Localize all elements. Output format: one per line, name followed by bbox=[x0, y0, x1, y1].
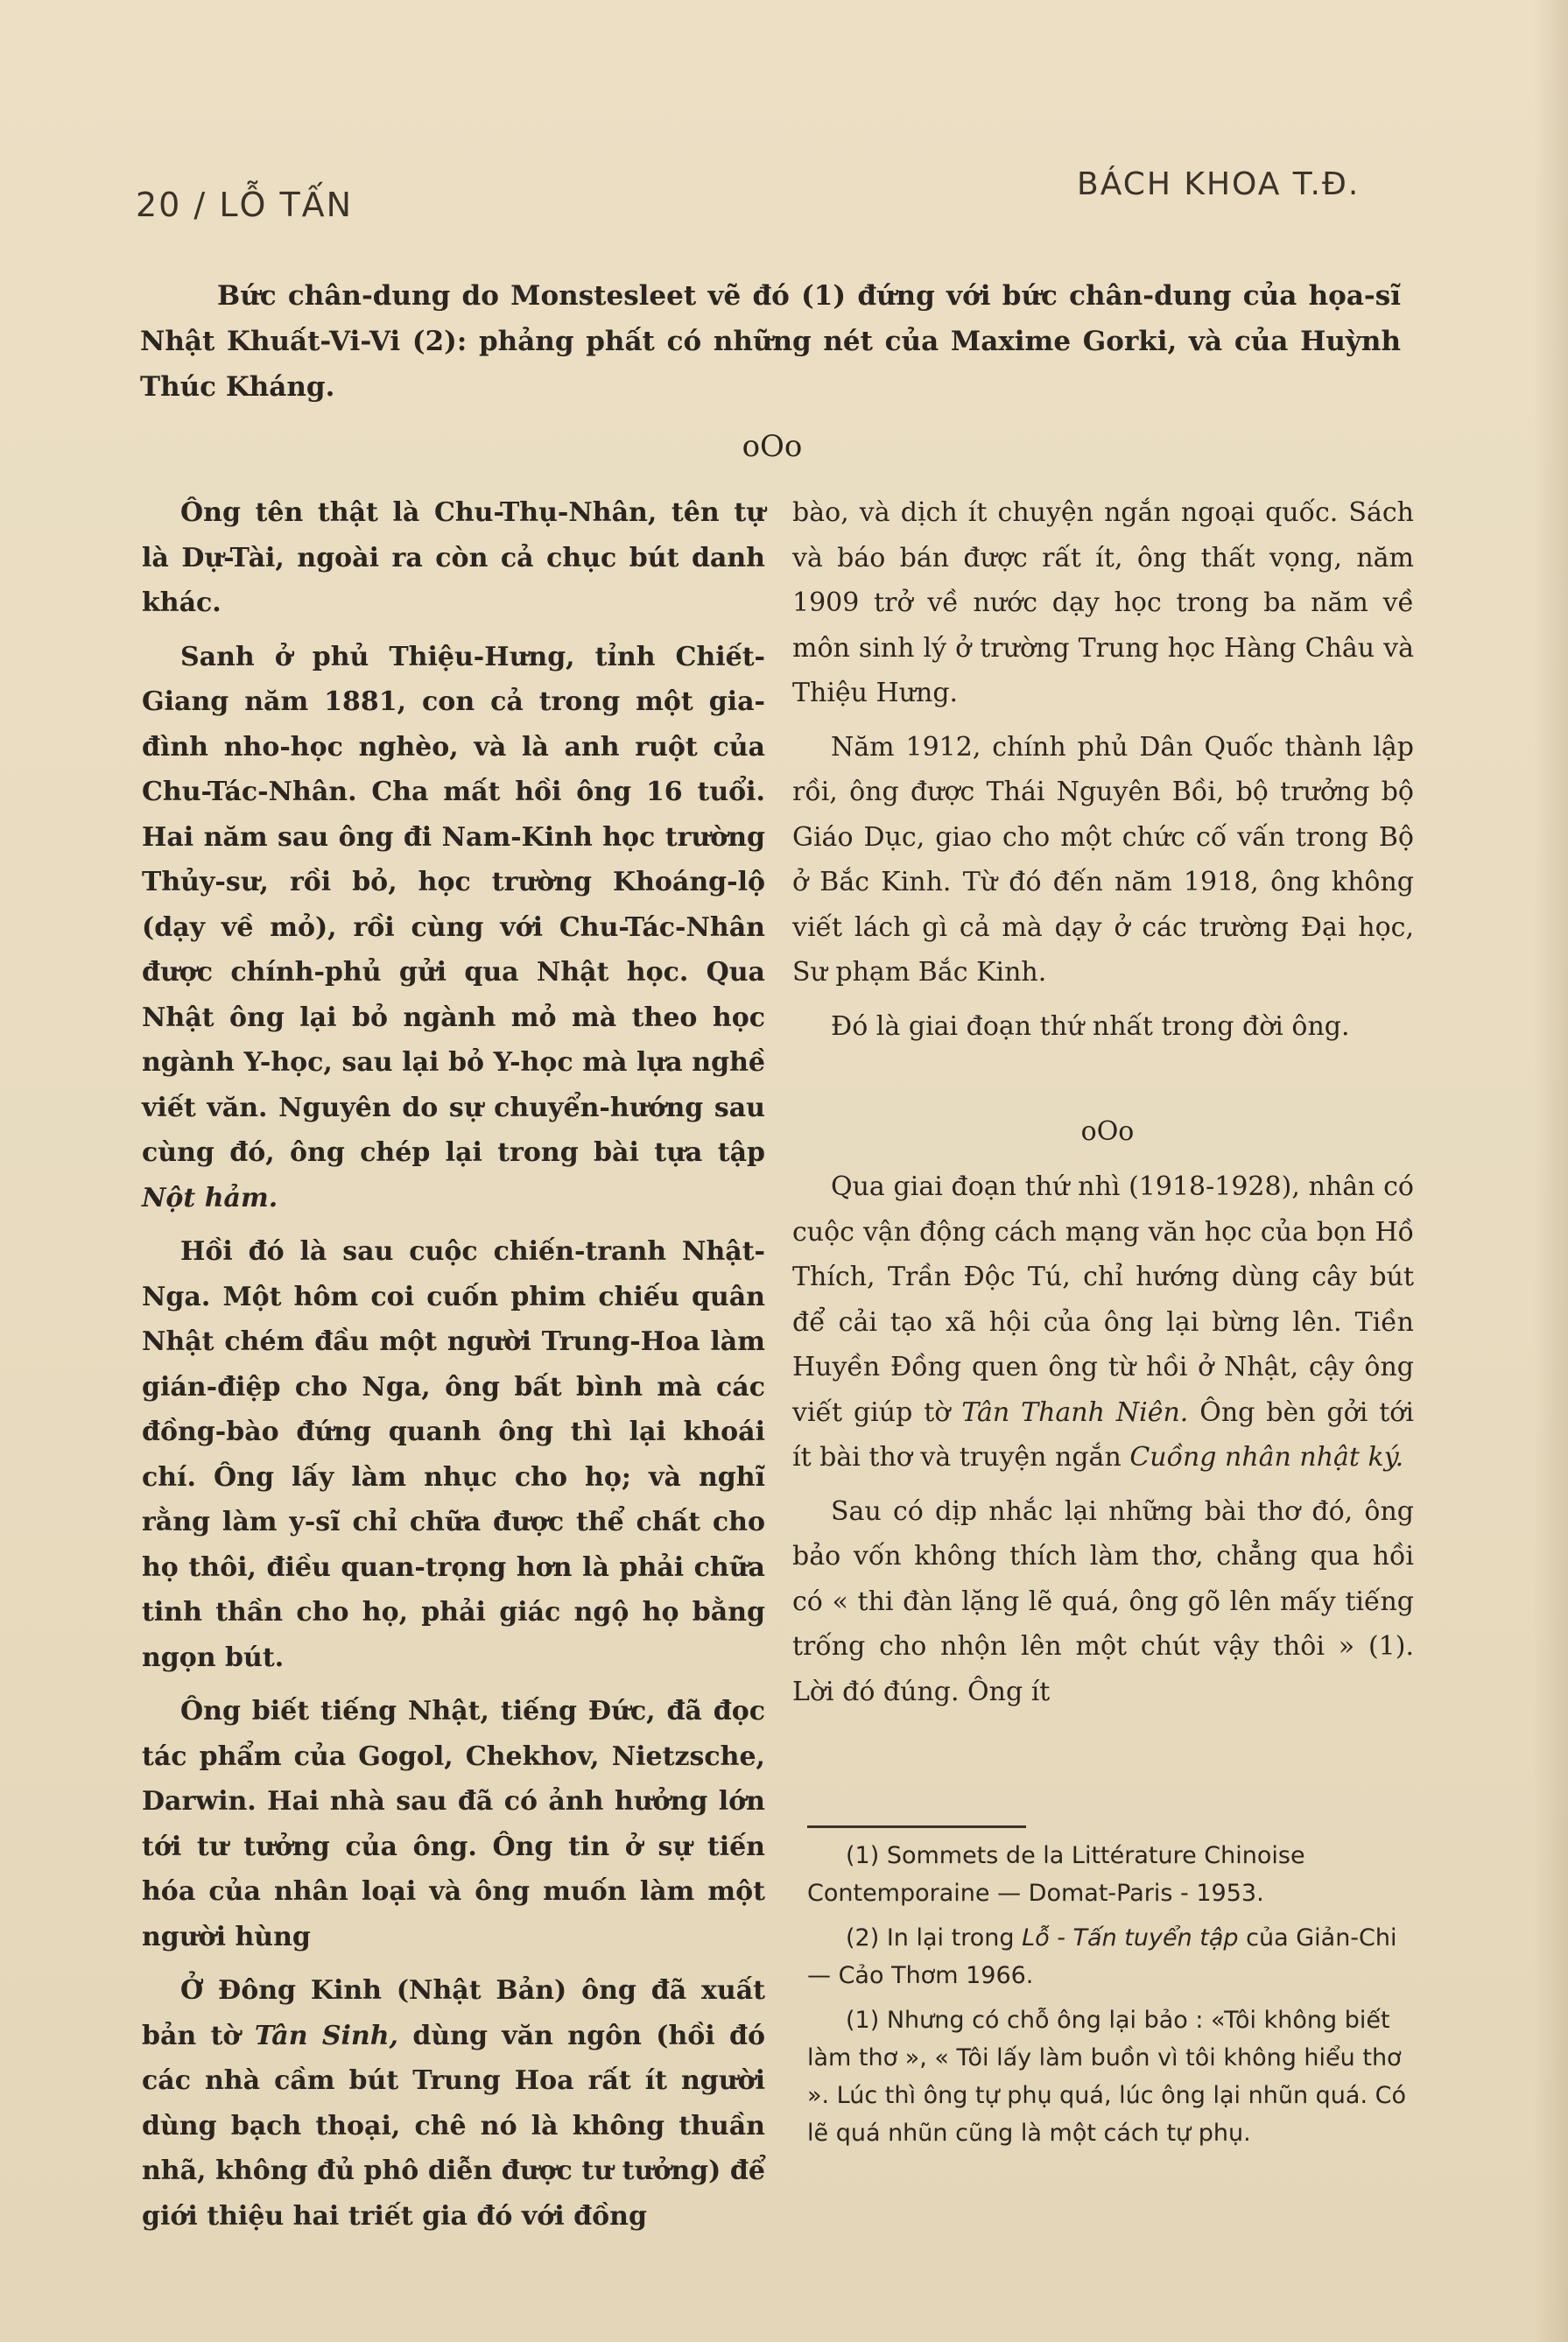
paragraph: Sau có dịp nhắc lại những bài thơ đó, ông bảo vốn không thích làm thơ, chẳng qua hồi có « thi đàn lặng lẽ quá, ông gõ lên mấy tiếng trống cho nhộn lên một chút vậy thôi » (1). Lời đó đúng. Ông ít bbox=[792, 1495, 1414, 1707]
footnote: (1) Nhưng có chỗ ông lại bảo : «Tôi không biết làm thơ », « Tôi lấy làm buồn vì tôi không hiểu thơ ». Lúc thì ông tự phụ quá, lúc ông lại nhũn quá. Có lẽ quá nhũn cũng là một cách tự phụ. bbox=[807, 2007, 1407, 2147]
paragraph-text: Ở Đông Kinh (Nhật Bản) ông đã xuất bản tờ bbox=[142, 1975, 765, 2051]
paragraph bbox=[142, 635, 765, 1221]
book-title: Nột hảm. bbox=[142, 1182, 278, 1213]
journal-title: Tân Sinh, bbox=[254, 2020, 398, 2051]
journal-title: Tân Thanh Niên. bbox=[961, 1396, 1189, 1428]
footnote-text: (2) In lại trong bbox=[846, 1924, 1015, 1952]
paragraph-text: Qua giai đoạn thứ nhì (1918-1928), nhân có cuộc vận động cách mạng văn học của bọn Hồ Thích, Trần Độc Tú, chỉ hướng dùng cây bút để cải tạo xã hội của ông lại bừng lên. Tiền Huyền Đồng quen ông từ hồi ở Nhật, cậy ông viết giúp tờ bbox=[792, 1171, 1414, 1428]
story-title: Cuồng nhân nhật ký. bbox=[1129, 1442, 1404, 1473]
footnotes bbox=[807, 1837, 1420, 2159]
paragraph: bào, và dịch ít chuyện ngắn ngoại quốc. Sách và báo bán được rất ít, ông thất vọng, năm 1909 trở về nước dạy học trong ba năm về môn sinh lý ở trường Trung học Hàng Châu và Thiệu Hưng. bbox=[792, 497, 1414, 708]
footnote-rule bbox=[807, 1825, 1026, 1828]
footnote bbox=[807, 1919, 1420, 1994]
paragraph-text: Ông bèn gởi tới ít bài thơ và truyện ngắn bbox=[792, 1396, 1414, 1473]
paragraph: Năm 1912, chính phủ Dân Quốc thành lập rồi, ông được Thái Nguyên Bồi, bộ trưởng bộ Giáo Dục, giao cho một chức cố vấn trong Bộ ở Bắc Kinh. Từ đó đến năm 1918, ông không viết lách gì cả mà dạy ở các trường Đại học, Sư phạm Bắc Kinh. bbox=[792, 731, 1414, 988]
paragraph: Hồi đó là sau cuộc chiến-tranh Nhật-Nga. Một hôm coi cuốn phim chiếu quân Nhật chém đầu một người Trung-Hoa làm gián-điệp cho Nga, ông bất bình mà các đồng-bào đứng quanh ông thì lại khoái chí. Ông lấy làm nhục cho họ; và nghĩ rằng làm y-sĩ chỉ chữa được thể chất cho họ thôi, điều quan-trọng hơn là phải chữa tinh thần cho họ, phải giác ngộ họ bằng ngọn bút. bbox=[142, 1236, 765, 1673]
paragraph-text: dùng văn ngôn (hồi đó các nhà cầm bút Trung Hoa rất ít người dùng bạch thoại, chê nó là không thuần nhã, không đủ phô diễn được tư tưởng) để giới thiệu hai triết gia đó với đồng bbox=[142, 2020, 766, 2232]
footnote-text: của Giản-Chi — Cảo Thơm 1966. bbox=[807, 1924, 1397, 1989]
right-column-top bbox=[792, 490, 1414, 1058]
section-separator: oOo bbox=[742, 429, 803, 464]
section-separator: oOo bbox=[1080, 1116, 1135, 1147]
footnote: (1) Sommets de la Littérature Chinoise Contemporaine — Domat-Paris - 1953. bbox=[807, 1842, 1305, 1907]
paragraph: Ông tên thật là Chu-Thụ-Nhân, tên tự là Dự-Tài, ngoài ra còn cả chục bút danh khác. bbox=[142, 497, 765, 618]
page-edge-shadow bbox=[1533, 0, 1568, 2342]
book-title: Lỗ - Tấn tuyển tập bbox=[1022, 1924, 1239, 1952]
paragraph: Đó là giai đoạn thứ nhất trong đời ông. bbox=[831, 1010, 1350, 1042]
page-number-author: 20 / LỖ TẤN bbox=[136, 186, 354, 224]
left-column bbox=[142, 490, 765, 2247]
paragraph bbox=[142, 1968, 765, 2239]
paragraph-text: Sanh ở phủ Thiệu-Hưng, tỉnh Chiết-Giang năm 1881, con cả trong một gia-đình nho-học nghèo, và là anh ruột của Chu-Tác-Nhân. Cha mất hồi ông 16 tuổi. Hai năm sau ông đi Nam-Kinh học trường Thủy-sư, rồi bỏ, học trường Khoáng-lộ (dạy về mỏ), rồi cùng với Chu-Tác-Nhân được chính-phủ gửi qua Nhật học. Qua Nhật ông lại bỏ ngành mỏ mà theo học ngành Y-học, sau lại bỏ Y-học mà lựa nghề viết văn. Nguyên do sự chuyển-hướng sau cùng đó, ông chép lại trong bài tựa tập bbox=[142, 641, 765, 1168]
right-column-bottom bbox=[792, 1164, 1414, 1723]
paragraph: Ông biết tiếng Nhật, tiếng Đức, đã đọc tác phẩm của Gogol, Chekhov, Nietzsche, Darwin. Hai nhà sau đã có ảnh hưởng lớn tới tư tưởng của ông. Ông tin ở sự tiến hóa của nhân loại và ông muốn làm một người hùng bbox=[142, 1696, 765, 1952]
paragraph bbox=[792, 1164, 1414, 1480]
publication-title: BÁCH KHOA T.Đ. bbox=[1077, 166, 1361, 202]
portrait-caption: Bức chân-dung do Monstesleet vẽ đó (1) đứng với bức chân-dung của họa-sĩ Nhật Khuất-Vi-Vi (2): phảng phất có những nét của Maxime Gorki, và của Huỳnh Thúc Kháng. bbox=[140, 280, 1401, 403]
